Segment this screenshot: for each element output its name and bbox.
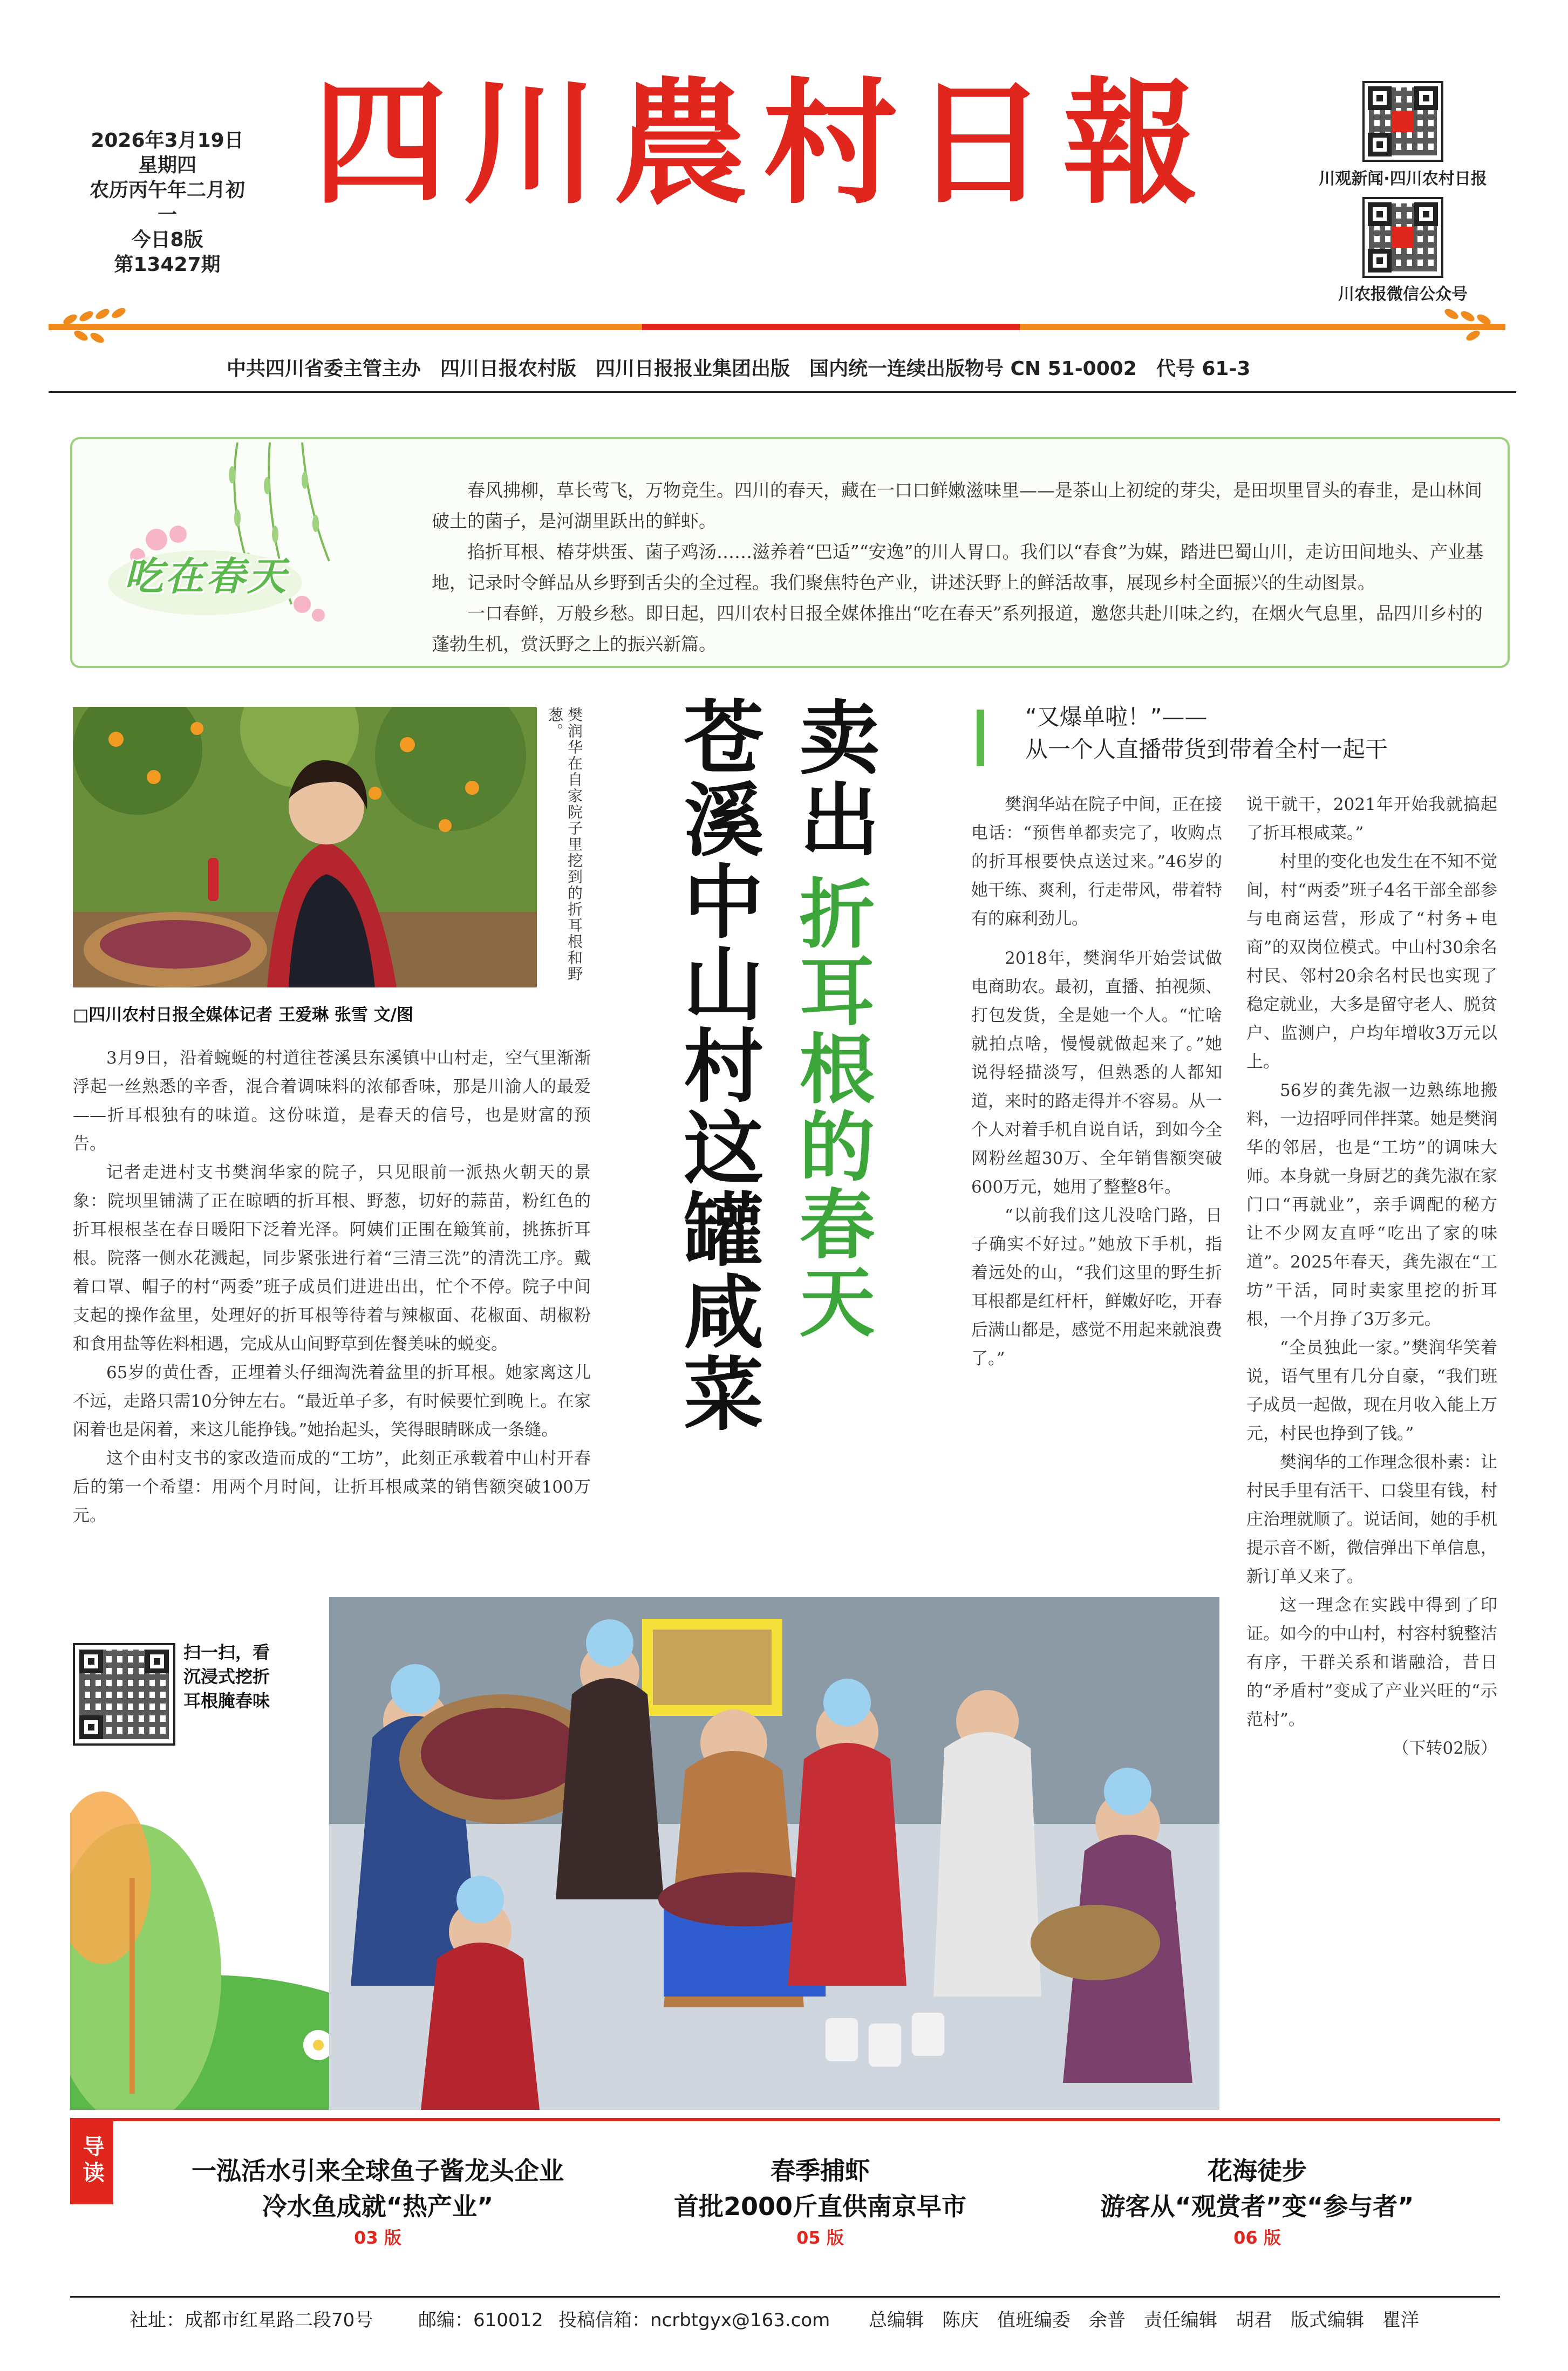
article-paragraph: 3月9日，沿着蜿蜒的村道往苍溪县东溪镇中山村走，空气里渐渐浮起一丝熟悉的辛香，混合着调味料的浓郁香味，那是川渝人的最爱——折耳根独有的味道。这份味道，是春天的信号，也是财富的预告。 xyxy=(73,1048,591,1154)
qr-caption-app: 川观新闻·四川农村日报 xyxy=(1319,169,1487,188)
footer-divider xyxy=(70,2296,1500,2298)
subhead-line-2: 从一个人直播带货到带着全村一起干 xyxy=(1025,736,1388,762)
article-body-middle xyxy=(971,791,1222,1373)
publisher-info: 中共四川省委主管主办 四川日报农村版 四川日报报业集团出版 国内统一连续出版物号 CN 51-0002 代号 61-3 xyxy=(227,358,1251,380)
qr-scan-prompt: 扫一扫，看沉浸式挖折耳根腌春味 xyxy=(183,1642,270,1711)
subhead-line-1: “又爆单啦！”—— xyxy=(1025,704,1208,730)
article-paragraph: 樊润华站在院子中间，正在接电话：“预售单都卖完了，收购点的折耳根要快点送过来。”46岁的她干练、爽利，行走带风，带着特有的麻利劲儿。 xyxy=(971,795,1222,929)
footer-address: 社址：成都市红星路二段70号 xyxy=(129,2309,373,2331)
guide-item-page: 06 版 xyxy=(1233,2227,1281,2248)
guide-item-title: 春季捕虾 xyxy=(771,2156,870,2185)
guide-item-subtitle: 游客从“观赏者”变“参与者” xyxy=(1100,2192,1414,2221)
lead-photo-woman-harvesting xyxy=(73,707,537,987)
guide-item-subtitle: 首批2000斤直供南京早市 xyxy=(673,2192,967,2221)
qr-caption-wechat: 川农报微信公众号 xyxy=(1338,285,1468,304)
subhead-bar xyxy=(977,710,984,766)
article-paragraph: 这个由村支书的家改造而成的“工坊”，此刻正承载着中山村开春后的第一个希望：用两个月时间，让折耳根咸菜的销售额突破100万元。 xyxy=(73,1449,591,1525)
intro-paragraph: 掐折耳根、椿芽烘蛋、菌子鸡汤……滋养着“巴适”“安逸”的川人胃口。我们以“春食”为媒，踏进巴蜀山川，走访田间地头、产业基地，记录时令鲜品从乡野到舌尖的全过程。我们聚焦特色产业，讲述沃野上的鲜活故事，展现乡村全面振兴的生动图景。 xyxy=(432,541,1484,593)
headline-highlight: 折耳根的春天 xyxy=(787,874,875,1340)
guide-item-title: 花海徒步 xyxy=(1208,2156,1307,2185)
issue-lunar-date: 农历丙午年二月初一 xyxy=(89,179,245,226)
wheat-ear-decoration xyxy=(49,308,1505,345)
continued-note: （下转02版） xyxy=(1392,1739,1497,1758)
footer-postcode: 邮编：610012 xyxy=(418,2309,543,2331)
article-paragraph: 56岁的龚先淑一边熟练地搬料，一边招呼同伴拌菜。她是樊润华的邻居，也是“工坊”的调味大师。本身就一身厨艺的龚先淑在家门口“再就业”，亲手调配的秘方让不少网友直呼“吃出了家的味道”。2025年春天，龚先淑在“工坊”干活，同时卖家里挖的折耳根，一个月挣了3万多元。 xyxy=(1246,1081,1497,1329)
headline-kicker: 卖出 xyxy=(787,696,880,860)
series-logo: 吃在春天 xyxy=(124,553,289,599)
guide-item-subtitle: 冷水鱼成就“热产业” xyxy=(262,2192,494,2221)
guide-item-1[interactable] xyxy=(135,2153,621,2249)
qr-code-wechat[interactable] xyxy=(1362,197,1443,278)
guide-item-2[interactable] xyxy=(610,2153,1031,2249)
qr-code-video[interactable] xyxy=(73,1643,175,1746)
issue-number: 第13427期 xyxy=(114,254,221,276)
article-paragraph: “全员独此一家。”樊润华笑着说，语气里有几分自豪，“我们班子成员一起做，现在月收入能上万元，村民也挣到了钱。” xyxy=(1246,1338,1497,1443)
article-paragraph: 村里的变化也发生在不知不觉间，村“两委”班子4名干部全部参与电商运营，形成了“村务+电商”的双岗位模式。中山村30余名村民、邻村20余名村民也实现了稳定就业，大多是留守老人、脱贫户、监测户，户均年增收3万元以上。 xyxy=(1246,852,1497,1072)
guide-item-title: 一泓活水引来全球鱼子酱龙头企业 xyxy=(192,2156,564,2185)
guide-item-page: 05 版 xyxy=(796,2227,844,2248)
article-paragraph: 樊润华的工作理念很朴素：让村民手里有活干、口袋里有钱，村庄治理就顺了。说话间，她的手机提示音不断，微信弹出下单信息，新订单又来了。 xyxy=(1246,1453,1497,1586)
guide-item-page: 03 版 xyxy=(354,2227,401,2248)
qr-code-app[interactable] xyxy=(1362,81,1443,162)
headline-main: 苍溪中山村这罐咸菜 xyxy=(671,696,763,1434)
footer-email: 投稿信箱：ncrbtgyx@163.com xyxy=(558,2309,830,2331)
article-paragraph: 说干就干，2021年开始我就搞起了折耳根咸菜。” xyxy=(1246,795,1497,843)
intro-paragraph: 春风拂柳，草长莺飞，万物竞生。四川的春天，藏在一口口鲜嫩滋味里——是茶山上初绽的芽尖，是田坝里冒头的春韭，是山林间破土的菌子，是河湖里跃出的鲜虾。 xyxy=(432,480,1482,532)
issue-date: 2026年3月19日 xyxy=(91,130,244,152)
series-intro-text xyxy=(432,475,1489,659)
issue-weekday: 星期四 xyxy=(138,154,196,176)
article-paragraph: “以前我们这儿没啥门路，日子确实不好过。”她放下手机，指着远处的山，“我们这里的野生折耳根都是红杆杆，鲜嫩好吃，开春后满山都是，感觉不用起来就浪费了。” xyxy=(971,1206,1222,1368)
divider xyxy=(49,391,1516,393)
article-paragraph: 这一理念在实践中得到了印证。如今的中山村，村容村貌整洁有序，干群关系和谐融洽，昔日的“矛盾村”变成了产业兴旺的“示范村”。 xyxy=(1246,1596,1497,1729)
photo-caption: 樊润华在自家院子里挖到的折耳根和野葱。 xyxy=(546,707,583,982)
guide-label: 导读 xyxy=(70,2118,113,2204)
issue-page-count: 今日8版 xyxy=(131,229,203,251)
article-paragraph: 记者走进村支书樊润华家的院子，只见眼前一派热火朝天的景象：院坝里铺满了正在晾晒的折耳根、野葱，切好的蒜苗，粉红色的折耳根根茎在春日暖阳下泛着光泽。阿姨们正围在簸箕前，挑拣折耳根。院落一侧水花溅起，同步紧张进行着“三清三洗”的清洗工序。戴着口罩、帽子的村“两委”班子成员们进进出出，忙个不停。院子中间支起的操作盆里，处理好的折耳根等待着与辣椒面、花椒面、胡椒粉和食用盐等佐料相遇，完成从山间野草到佐餐美味的蜕变。 xyxy=(73,1163,591,1354)
intro-paragraph: 一口春鲜，万般乡愁。即日起，四川农村日报全媒体推出“吃在春天”系列报道，邀您共赴川味之约，在烟火气息里，品四川乡村的蓬勃生机，赏沃野之上的振兴新篇。 xyxy=(432,603,1483,655)
article-body-left xyxy=(73,1044,591,1530)
newspaper-title: 四川農村日報 xyxy=(313,64,1213,222)
guide-item-3[interactable] xyxy=(1041,2153,1473,2249)
article-body-right xyxy=(1246,791,1497,1763)
article-paragraph: 65岁的黄仕香，正埋着头仔细淘洗着盆里的折耳根。她家离这儿不远，走路只需10分钟左右。“最近单子多，有时候要忙到晚上。在家闲着也是闲着，来这儿能挣钱。”她抬起头，笑得眼睛眯成一条缝。 xyxy=(73,1363,591,1440)
article-byline: □四川农村日报全媒体记者 王爱琳 张雪 文/图 xyxy=(73,1005,413,1025)
article-paragraph: 2018年，樊润华开始尝试做电商助农。最初，直播、拍视频、打包发货，全是她一个人。“忙啥就拍点啥，慢慢就做起来了。”她说得轻描淡写，但熟悉的人都知道，来时的路走得并不容易。从一个人对着手机自说自话，到如今全网粉丝超30万、全年销售额突破600万元，她用了整整8年。 xyxy=(971,949,1222,1197)
masthead-meta xyxy=(81,128,254,277)
footer-editors: 总编辑 陈庆 值班编委 余普 责任编辑 胡君 版式编辑 瞿洋 xyxy=(869,2309,1419,2331)
